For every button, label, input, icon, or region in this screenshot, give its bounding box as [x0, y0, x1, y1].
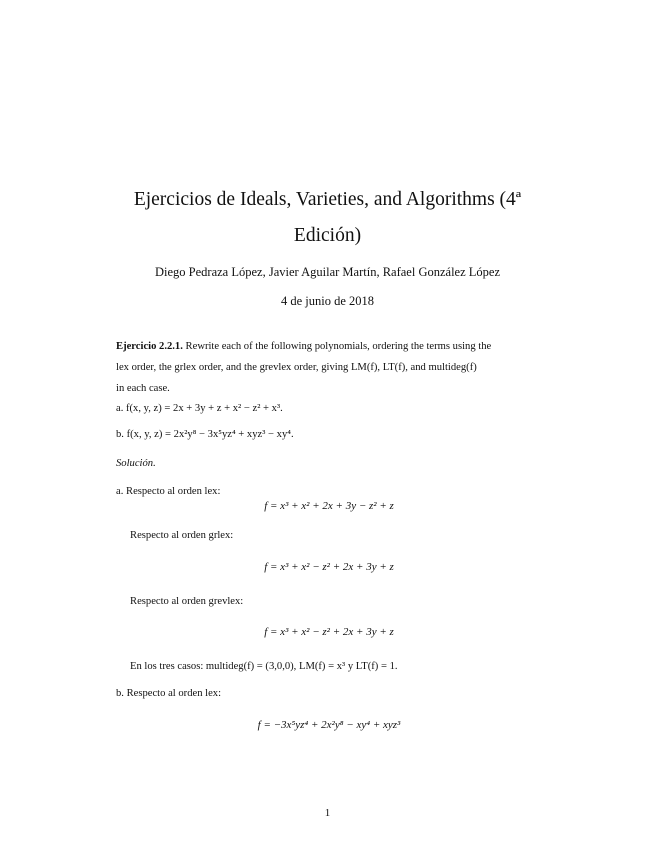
- exercise-line-2: lex order, the grlex order, and the grevlex order, giving LM(f), LT(f), and multideg(f): [116, 362, 477, 373]
- exercise-line-3: in each case.: [116, 383, 170, 394]
- solution-label: Solución.: [116, 458, 156, 469]
- exercise-label: Ejercicio 2.2.1.: [116, 341, 183, 352]
- title-line-1: Ejercicios de Ideals, Varieties, and Algorithms (4ª: [133, 189, 522, 210]
- solution-a-lex-equation: f = x³ + x² + 2x + 3y − z² + z: [264, 500, 394, 512]
- solution-b-lex-equation: f = −3x⁵yz⁴ + 2x²y⁸ − xy⁴ + xyz³: [257, 719, 401, 731]
- exercise-statement: [116, 336, 536, 399]
- title-line-2: Edición): [293, 225, 362, 246]
- date: 4 de junio de 2018: [280, 294, 375, 308]
- page-number: 1: [324, 807, 331, 819]
- item-b: b. f(x, y, z) = 2x²y⁸ − 3x⁵yz⁴ + xyz³ − xy⁴.: [116, 429, 294, 440]
- authors: Diego Pedraza López, Javier Aguilar Martín, Rafael González López: [155, 265, 500, 279]
- solution-a-grevlex-equation: f = x³ + x² − z² + 2x + 3y + z: [264, 626, 394, 638]
- item-a: a. f(x, y, z) = 2x + 3y + z + x² − z² + x³.: [116, 403, 283, 414]
- solution-b-lex-label: b. Respecto al orden lex:: [116, 688, 222, 699]
- exercise-line-1: [116, 336, 536, 357]
- solution-a-summary: En los tres casos: multideg(f) = (3,0,0), LM(f) = x³ y LT(f) = 1.: [130, 661, 398, 672]
- exercise-text-1: Rewrite each of the following polynomials, ordering the terms using the: [185, 341, 492, 352]
- solution-a-grevlex-label: Respecto al orden grevlex:: [130, 596, 244, 607]
- solution-a-grlex-label: Respecto al orden grlex:: [130, 530, 234, 541]
- solution-a-grlex-equation: f = x³ + x² − z² + 2x + 3y + z: [264, 561, 394, 573]
- solution-a-lex-label: a. Respecto al orden lex:: [116, 486, 221, 497]
